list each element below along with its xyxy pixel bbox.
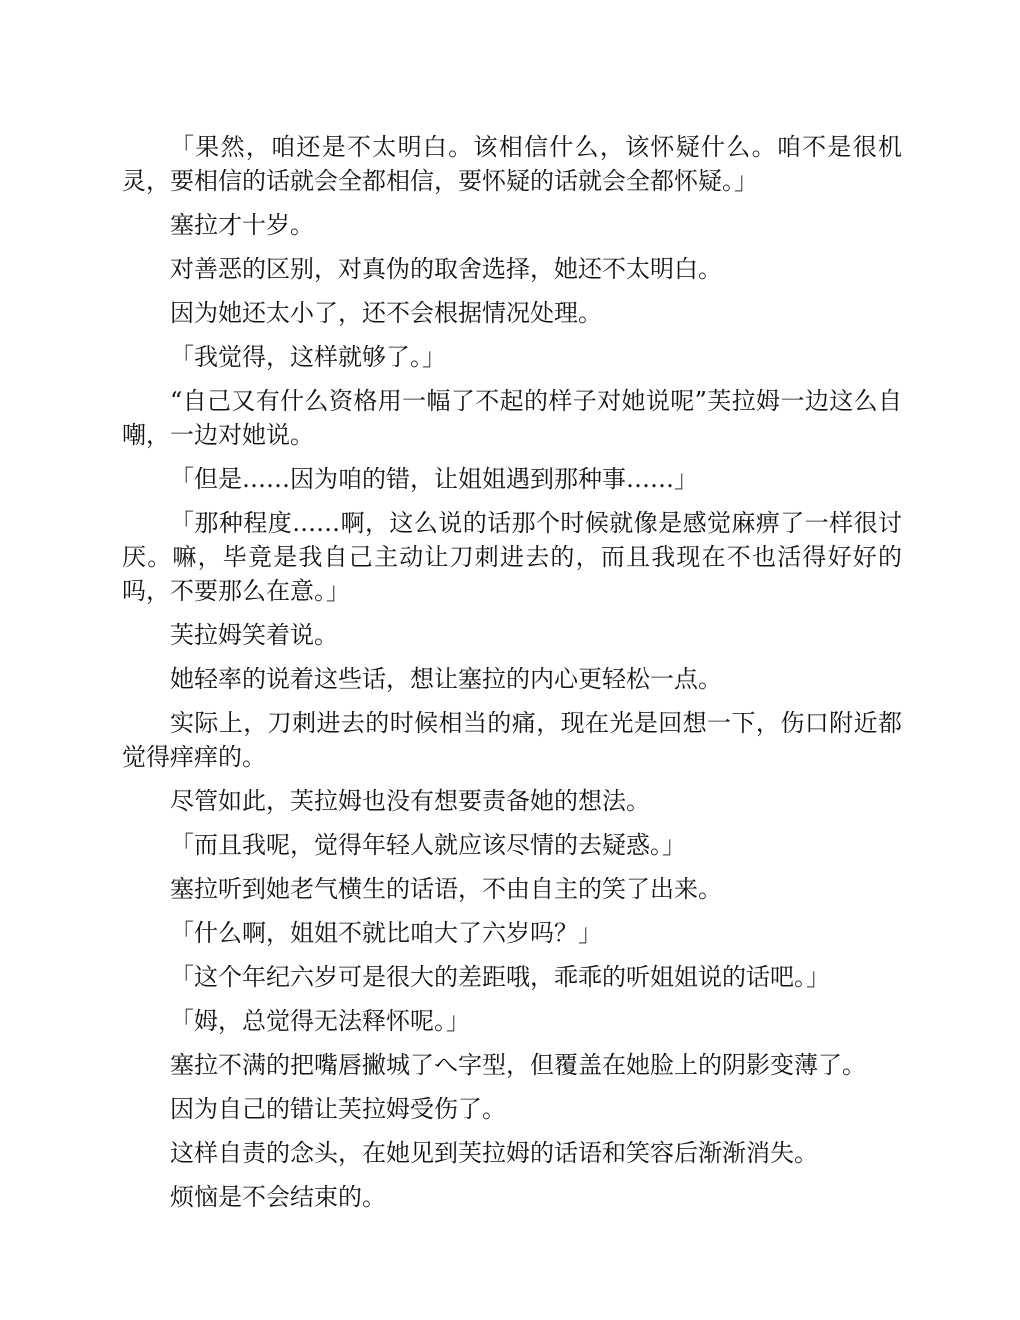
paragraph: 芙拉姆笑着说。 — [170, 621, 338, 649]
paragraph: 尽管如此，芙拉姆也没有想要责备她的想法。 — [170, 787, 650, 815]
paragraph: 这样自责的念头，在她见到芙拉姆的话语和笑容后渐渐消失。 — [170, 1139, 818, 1167]
paragraph: 「而且我呢，觉得年轻人就应该尽情的去疑惑。」 — [170, 831, 686, 859]
paragraph: 因为自己的错让芙拉姆受伤了。 — [170, 1095, 506, 1123]
paragraph: “自己又有什么资格用一幅了不起的样子对她说呢”芙拉姆一边这么自嘲，一边对她说。 — [122, 387, 902, 449]
paragraph: 塞拉不满的把嘴唇撇城了へ字型，但覆盖在她脸上的阴影变薄了。 — [170, 1051, 866, 1079]
paragraph: 塞拉才十岁。 — [170, 211, 314, 239]
document-page — [122, 130, 902, 1224]
paragraph: 「但是……因为咱的错，让姐姐遇到那种事……」 — [170, 465, 698, 493]
paragraph: 「果然，咱还是不太明白。该相信什么，该怀疑什么。咱不是很机灵，要相信的话就会全都相信，要怀疑的话就会全都怀疑。」 — [122, 133, 902, 195]
paragraph: 对善恶的区别，对真伪的取舍选择，她还不太明白。 — [170, 255, 722, 283]
paragraph: 她轻率的说着这些话，想让塞拉的内心更轻松一点。 — [170, 665, 722, 693]
paragraph: 塞拉听到她老气横生的话语，不由自主的笑了出来。 — [170, 875, 722, 903]
paragraph: 「什么啊，姐姐不就比咱大了六岁吗？」 — [170, 919, 602, 947]
paragraph: 因为她还太小了，还不会根据情况处理。 — [170, 299, 602, 327]
paragraph: 烦恼是不会结束的。 — [170, 1183, 386, 1211]
paragraph: 「姆，总觉得无法释怀呢。」 — [170, 1007, 470, 1035]
paragraph: 「我觉得，这样就够了。」 — [170, 343, 446, 371]
paragraph: 「那种程度……啊，这么说的话那个时候就像是感觉麻痹了一样很讨厌。嘛，毕竟是我自己主动让刀刺进去的，而且我现在不也活得好好的吗，不要那么在意。」 — [122, 509, 902, 605]
paragraph: 「这个年纪六岁可是很大的差距哦，乖乖的听姐姐说的话吧。」 — [170, 963, 830, 991]
paragraph: 实际上，刀刺进去的时候相当的痛，现在光是回想一下，伤口附近都觉得痒痒的。 — [122, 709, 902, 771]
